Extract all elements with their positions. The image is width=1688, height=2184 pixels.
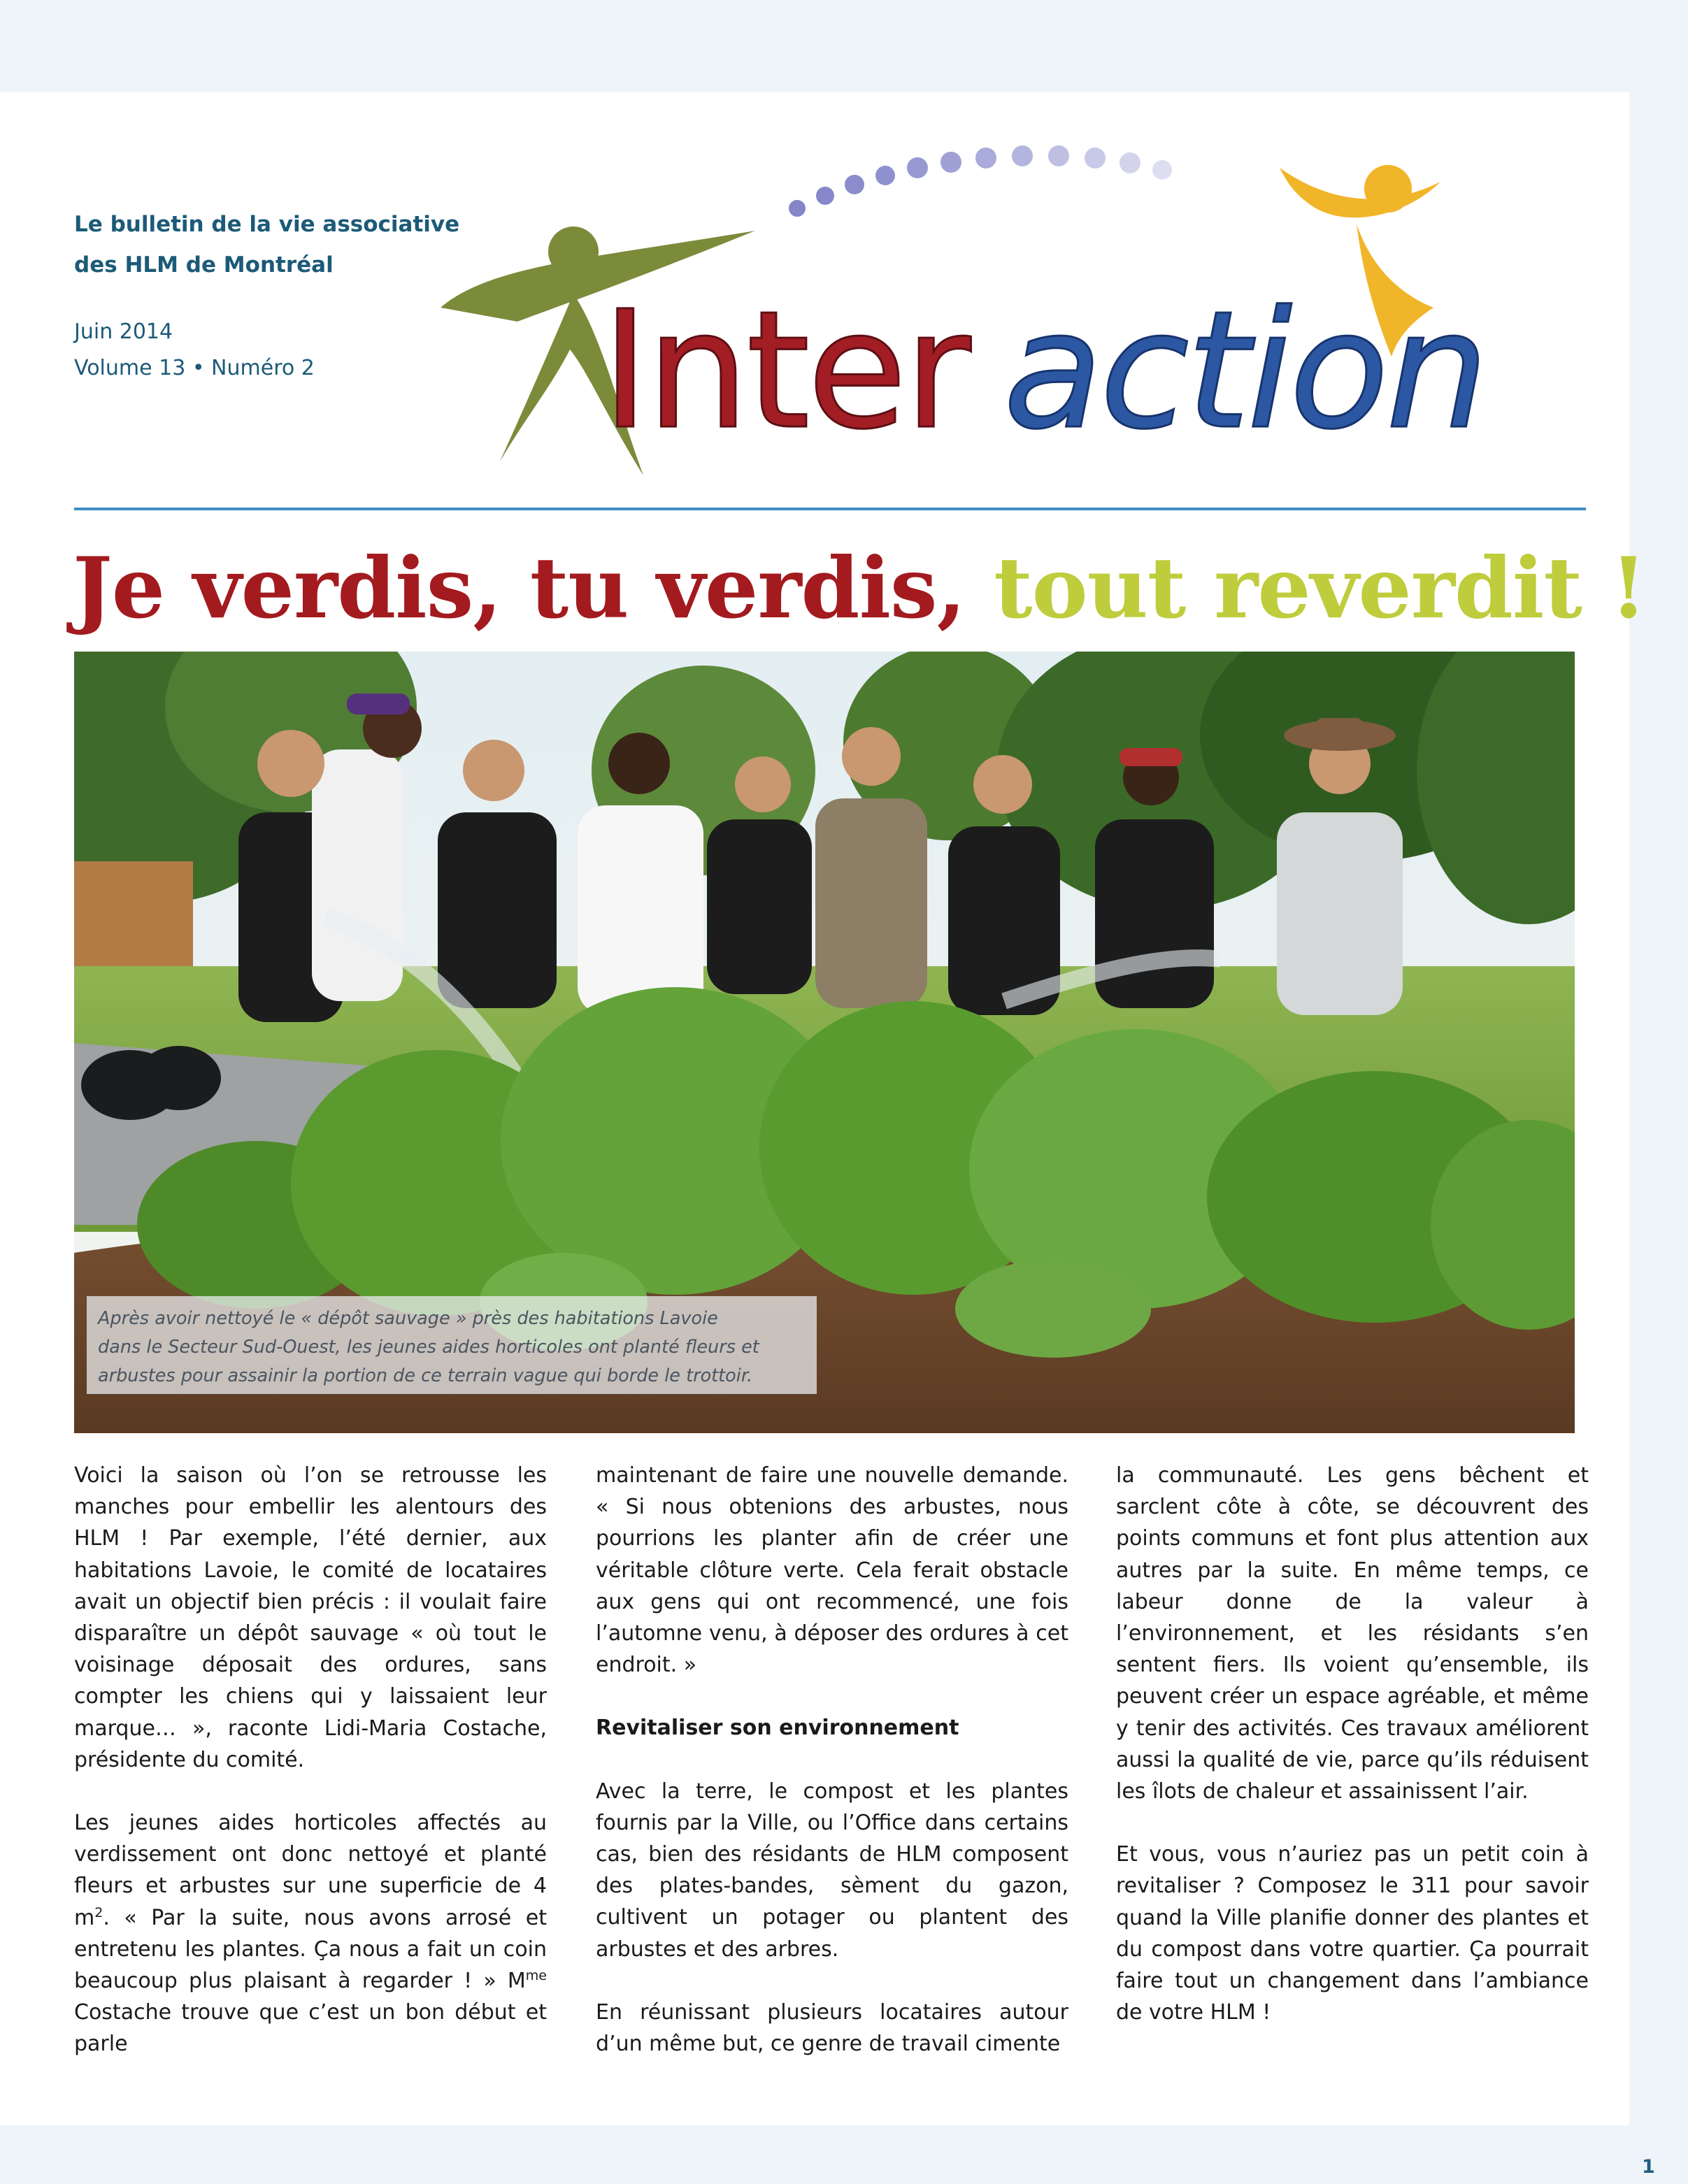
paragraph-5: Et vous, vous n’auriez pas un petit coin à revitaliser ? Composez le 311 pour savoir quand la Ville planifie donner des plantes et du compost dans votre quartier. Ça pourrait faire tout un changement dans l’ambiance de votre HLM ! <box>1116 1842 1589 2025</box>
tagline-line-2: des HLM de Montréal <box>74 252 334 278</box>
paragraph-1: Voici la saison où l’on se retrousse les manches pour embellir les alentours des HLM ! Par exemple, l’été dernier, aux habitations Lavoie, le comité de locataires avait un objectif bien précis : il voulait faire disparaître un dépôt sauvage « où tout le voisinage déposait des ordures, sans compter les chiens qui y laissaient leur marque… », raconte Lidi-Maria Costache, présidente du comité. <box>74 1463 547 1772</box>
page-number: 1 <box>1642 2156 1655 2178</box>
caption-line-2: dans le Secteur Sud-Ouest, les jeunes aides horticoles ont planté fleurs et <box>98 1337 759 1358</box>
headline-part-1: Je verdis, tu verdis, <box>73 539 994 638</box>
logo-text-inter: Inter <box>601 276 968 465</box>
superscript-madame: me <box>525 1968 547 1984</box>
bottom-band <box>0 2125 1688 2184</box>
paragraph-3: Avec la terre, le compost et les plantes fournis par la Ville, ou l’Office dans certains cas, bien des résidants de HLM composent des plates-bandes, sèment du gazon, cultivent un potager ou plantent des arbustes et des arbres. <box>596 1779 1068 1962</box>
paragraph-4-end: la communauté. Les gens bêchent et sarclent côte à côte, se découvrent des points communs et font plus attention aux autres par la suite. En même temps, ce labeur donne de la valeur à l’environnement, et les résidants s’en sentent fiers. Ils voient qu’ensemble, ils peuvent créer un espace agréable, et même y tenir des activités. Ces travaux améliorent aussi la qualité de vie, parce qu’ils réduisent les îlots de chaleur et assainissent l’air. <box>1116 1463 1589 1804</box>
paragraph-4-start: En réunissant plusieurs locataires autour d’un même but, ce genre de travail cimente <box>596 1999 1068 2057</box>
article-column-2 <box>596 1460 1068 2060</box>
article-column-1 <box>74 1460 547 2060</box>
paragraph-2-text-c-head: Costache trouve que c’est un bon début et parle <box>74 2000 547 2057</box>
caption-line-1: Après avoir nettoyé le « dépôt sauvage » près des habitations Lavoie <box>98 1308 718 1329</box>
article-column-3 <box>1116 1460 1589 2060</box>
logo-dots <box>789 145 1172 217</box>
caption-line-3: arbustes pour assainir la portion de ce terrain vague qui borde le trottoir. <box>98 1365 753 1386</box>
section-subhead: Revitaliser son environnement <box>596 1716 959 1741</box>
issue-date: Juin 2014 <box>74 319 173 344</box>
paragraph-2-text-b: . « Par la suite, nous avons arrosé et entretenu les plantes. Ça nous a fait un coin beaucoup plus plaisant à regarder ! » M <box>74 1905 547 1994</box>
headline <box>73 533 1647 645</box>
paragraph-2-end: maintenant de faire une nouvelle demande. « Si nous obtenions des arbustes, nous pourrions les planter afin de créer une véritable clôture verte. Cela ferait obstacle aux gens qui ont recommencé, une fois l’automne venu, à déposer des ordures à cet endroit. » <box>596 1463 1068 1678</box>
photo-caption <box>87 1296 817 1394</box>
tagline-line-1: Le bulletin de la vie associative <box>74 212 460 237</box>
paragraph-2-start <box>74 1807 547 2060</box>
issue-volume: Volume 13 • Numéro 2 <box>74 356 315 380</box>
superscript-squared: 2 <box>94 1904 103 1920</box>
masthead-divider <box>74 508 1586 510</box>
paragraph-2-text-a: Les jeunes aides horticoles affectés au verdissement ont donc nettoyé et planté fleurs et arbustes sur une superficie de 4 m <box>74 1811 547 1930</box>
logo-text-action: action <box>1003 276 1487 465</box>
interaction-logo <box>434 126 1524 489</box>
masthead-tagline <box>74 204 466 285</box>
headline-part-2: tout reverdit ! <box>994 539 1647 638</box>
